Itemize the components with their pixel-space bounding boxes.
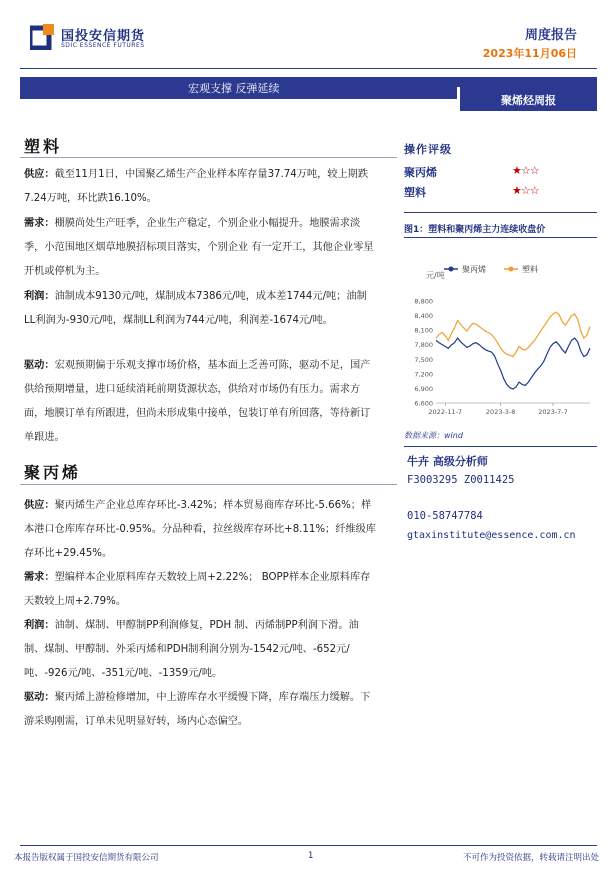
banner-tag-box bbox=[457, 87, 597, 111]
price-line-chart bbox=[404, 253, 597, 425]
profit-label: 利润： bbox=[24, 291, 55, 302]
page-number: 1 bbox=[308, 851, 314, 861]
pp-supply-paragraph bbox=[24, 494, 377, 566]
legend-marker bbox=[509, 267, 514, 272]
legend-label: 塑料 bbox=[522, 265, 538, 274]
pp-supply-text: 聚丙烯生产企业总库存环比-3.42%；样本贸易商库存环比-5.66%；样本港口仓库库存环比-0.95%。分品种看，拉丝级库存环比+8.11%；纤维级库存环比+29.45%。 bbox=[24, 500, 376, 559]
sidebar-divider bbox=[404, 237, 597, 238]
sdic-logo-icon bbox=[30, 24, 55, 50]
driver-label: 驱动： bbox=[24, 692, 55, 703]
analyst-name: 牛卉 高级分析师 bbox=[407, 455, 488, 468]
report-headline: 宏观支撑 反弹延续 bbox=[188, 82, 280, 95]
legend-marker bbox=[449, 267, 454, 272]
footer-divider bbox=[20, 845, 597, 846]
y-tick-label: 7,200 bbox=[414, 370, 433, 379]
rating-name-pe: 塑料 bbox=[404, 186, 426, 199]
page-header bbox=[0, 0, 615, 72]
y-tick-label: 8,800 bbox=[414, 297, 433, 306]
plastic-driver-paragraph bbox=[24, 354, 377, 450]
y-tick-label: 8,400 bbox=[414, 312, 433, 321]
rating-stars-pe: ★☆☆ bbox=[512, 184, 539, 197]
supply-label: 供应： bbox=[24, 500, 55, 511]
y-tick-label: 7,500 bbox=[414, 355, 433, 364]
profit-label: 利润： bbox=[24, 620, 55, 631]
rating-title: 操作评级 bbox=[404, 143, 452, 156]
pp-demand-text: 塑编样本企业原料库存天数较上周+2.22%； BOPP样本企业原料库存天数较上周+2.79%。 bbox=[24, 572, 371, 607]
plastic-demand-text: 棚膜尚处生产旺季，企业生产稳定，个别企业小幅提升。地膜需求淡季，小范围地区烟草地膜招标项目落实，个别企业 有一定开工，其他企业零星开机或停机为主。 bbox=[24, 218, 374, 277]
pp-driver-paragraph bbox=[24, 686, 377, 734]
y-axis-label: 元/吨 bbox=[426, 271, 445, 280]
demand-label: 需求： bbox=[24, 572, 55, 583]
footer-disclaimer: 不可作为投资依据，转载请注明出处 bbox=[462, 853, 599, 863]
x-axis-ticks bbox=[428, 403, 567, 416]
section-title-pp: 聚丙烯 bbox=[24, 463, 82, 482]
analyst-phone: 010-58747784 bbox=[407, 510, 483, 522]
sidebar-divider bbox=[404, 212, 597, 213]
plastic-supply-paragraph bbox=[24, 163, 377, 211]
y-axis-ticks bbox=[414, 298, 433, 408]
x-tick-label: 2023-3-8 bbox=[485, 408, 516, 416]
plastic-driver-text: 宏观预期偏于乐观支撑市场价格，基本面上乏善可陈，驱动不足，国产供给预期增量，进口延续消耗前期货源状态，供给对市场仍有压力。需求方面，地膜订单有所跟进，但尚未形成集中接单，包装订单有所回落，等待新订单跟进。 bbox=[24, 360, 371, 443]
demand-label: 需求： bbox=[24, 218, 55, 229]
series-line-pp bbox=[436, 338, 590, 389]
driver-label: 驱动： bbox=[24, 360, 55, 371]
sidebar-divider bbox=[404, 446, 597, 447]
y-tick-label: 8,100 bbox=[414, 326, 433, 335]
pp-driver-text: 聚丙烯上游检修增加，中上游库存水平缓慢下降，库存端压力缓解。下游采购刚需，订单未见明显好转，场内心态偏空。 bbox=[24, 692, 371, 727]
title-banner bbox=[20, 77, 597, 111]
header-divider bbox=[20, 68, 597, 69]
report-category-tag: 聚烯烃周报 bbox=[501, 94, 556, 107]
logo-company-name: 国投安信期货 bbox=[61, 29, 146, 44]
supply-label: 供应： bbox=[24, 169, 55, 180]
y-tick-label: 6,600 bbox=[414, 399, 433, 408]
plastic-profit-paragraph bbox=[24, 285, 377, 333]
pp-demand-paragraph bbox=[24, 566, 377, 614]
pp-profit-paragraph bbox=[24, 614, 377, 686]
plastic-profit-text: 油制成本9130元/吨，煤制成本7386元/吨，成本差1744元/吨；油制LL利润为-930元/吨，煤制LL利润为744元/吨，利润差-1674元/吨。 bbox=[24, 291, 367, 326]
analyst-license-ids: F3003295 Z0011425 bbox=[407, 474, 515, 486]
plastic-demand-paragraph bbox=[24, 212, 377, 284]
y-tick-label: 7,800 bbox=[414, 341, 433, 350]
x-tick-label: 2022-11-7 bbox=[428, 408, 463, 416]
rating-name-pp: 聚丙烯 bbox=[404, 166, 437, 179]
pp-profit-text: 油制、煤制、甲醇制PP利润修复，PDH 制、丙烯制PP利润下滑。油制、煤制、甲醇制、外采丙烯和PDH制利润分别为-1542元/吨、-652元/吨、-926元/吨、-351元/吨、-1359元/吨。 bbox=[24, 620, 359, 679]
x-tick-label: 2023-7-7 bbox=[538, 408, 568, 416]
footer-copyright: 本报告版权属于国投安信期货有限公司 bbox=[14, 853, 159, 863]
data-source: 数据来源：wind bbox=[404, 431, 463, 440]
legend-label: 聚丙烯 bbox=[462, 265, 486, 274]
report-date: 2023年11月06日 bbox=[482, 47, 577, 60]
y-tick-label: 6,900 bbox=[414, 384, 433, 393]
report-type: 周度报告 bbox=[524, 28, 577, 43]
section-divider bbox=[20, 157, 397, 158]
plastic-supply-text: 截至11月1日，中国聚乙烯生产企业样本库存量37.74万吨，较上期跌7.24万吨，环比跌16.10%。 bbox=[24, 169, 369, 204]
figure-title: 图1：塑料和聚丙烯主力连续收盘价 bbox=[404, 225, 546, 235]
logo-company-name-en: SDIC ESSENCE FUTURES bbox=[61, 42, 145, 49]
section-divider bbox=[20, 484, 397, 485]
rating-stars-pp: ★☆☆ bbox=[512, 164, 539, 177]
section-title-plastic: 塑料 bbox=[24, 137, 63, 156]
analyst-email: gtaxinstitute@essence.com.cn bbox=[407, 530, 576, 541]
chart-legend bbox=[444, 264, 538, 274]
